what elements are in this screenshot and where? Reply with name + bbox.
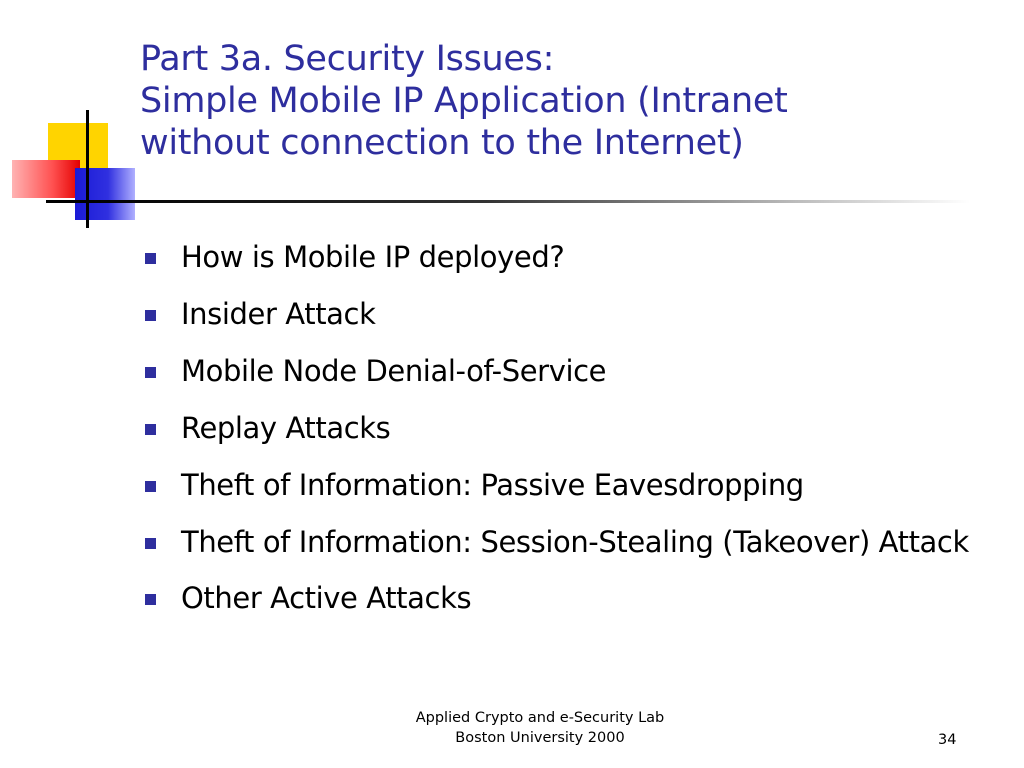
bullet-item bbox=[140, 578, 1000, 619]
bullet-text: Mobile Node Denial-of-Service bbox=[181, 354, 607, 388]
bullet-item bbox=[140, 237, 1000, 278]
bullet-item bbox=[140, 351, 1000, 392]
bullet-text: Insider Attack bbox=[181, 297, 376, 331]
bullet-marker-icon bbox=[145, 367, 156, 378]
logo-vertical-line bbox=[86, 110, 89, 228]
footer-line-2: Boston University 2000 bbox=[455, 730, 625, 746]
bullet-text: Theft of Information: Passive Eavesdropping bbox=[181, 468, 804, 502]
bullet-list bbox=[140, 237, 1000, 635]
title-line-1: Part 3a. Security Issues: bbox=[140, 39, 555, 79]
bullet-marker-icon bbox=[145, 481, 156, 492]
bullet-marker-icon bbox=[145, 424, 156, 435]
bullet-marker-icon bbox=[145, 594, 156, 605]
slide-title bbox=[140, 38, 1000, 164]
bullet-text: Replay Attacks bbox=[181, 411, 391, 445]
logo-blue-square bbox=[75, 168, 135, 220]
bullet-text: Other Active Attacks bbox=[181, 581, 472, 615]
footer-line-1: Applied Crypto and e-Security Lab bbox=[415, 710, 665, 726]
bullet-item bbox=[140, 294, 1000, 335]
bullet-marker-icon bbox=[145, 310, 156, 321]
bullet-text: Theft of Information: Session-Stealing (Takeover) Attack bbox=[181, 525, 969, 559]
bullet-item bbox=[140, 408, 1000, 449]
bullet-marker-icon bbox=[145, 538, 156, 549]
bullet-item bbox=[140, 522, 1000, 562]
title-line-3: without connection to the Internet) bbox=[140, 123, 744, 163]
page-number: 34 bbox=[938, 732, 957, 748]
bullet-marker-icon bbox=[145, 253, 156, 264]
bullet-item bbox=[140, 465, 1000, 506]
bullet-text: How is Mobile IP deployed? bbox=[181, 240, 565, 274]
logo-red-square bbox=[12, 160, 80, 198]
title-divider bbox=[90, 200, 970, 203]
slide-footer bbox=[340, 708, 740, 748]
title-line-2: Simple Mobile IP Application (Intranet bbox=[140, 81, 788, 121]
